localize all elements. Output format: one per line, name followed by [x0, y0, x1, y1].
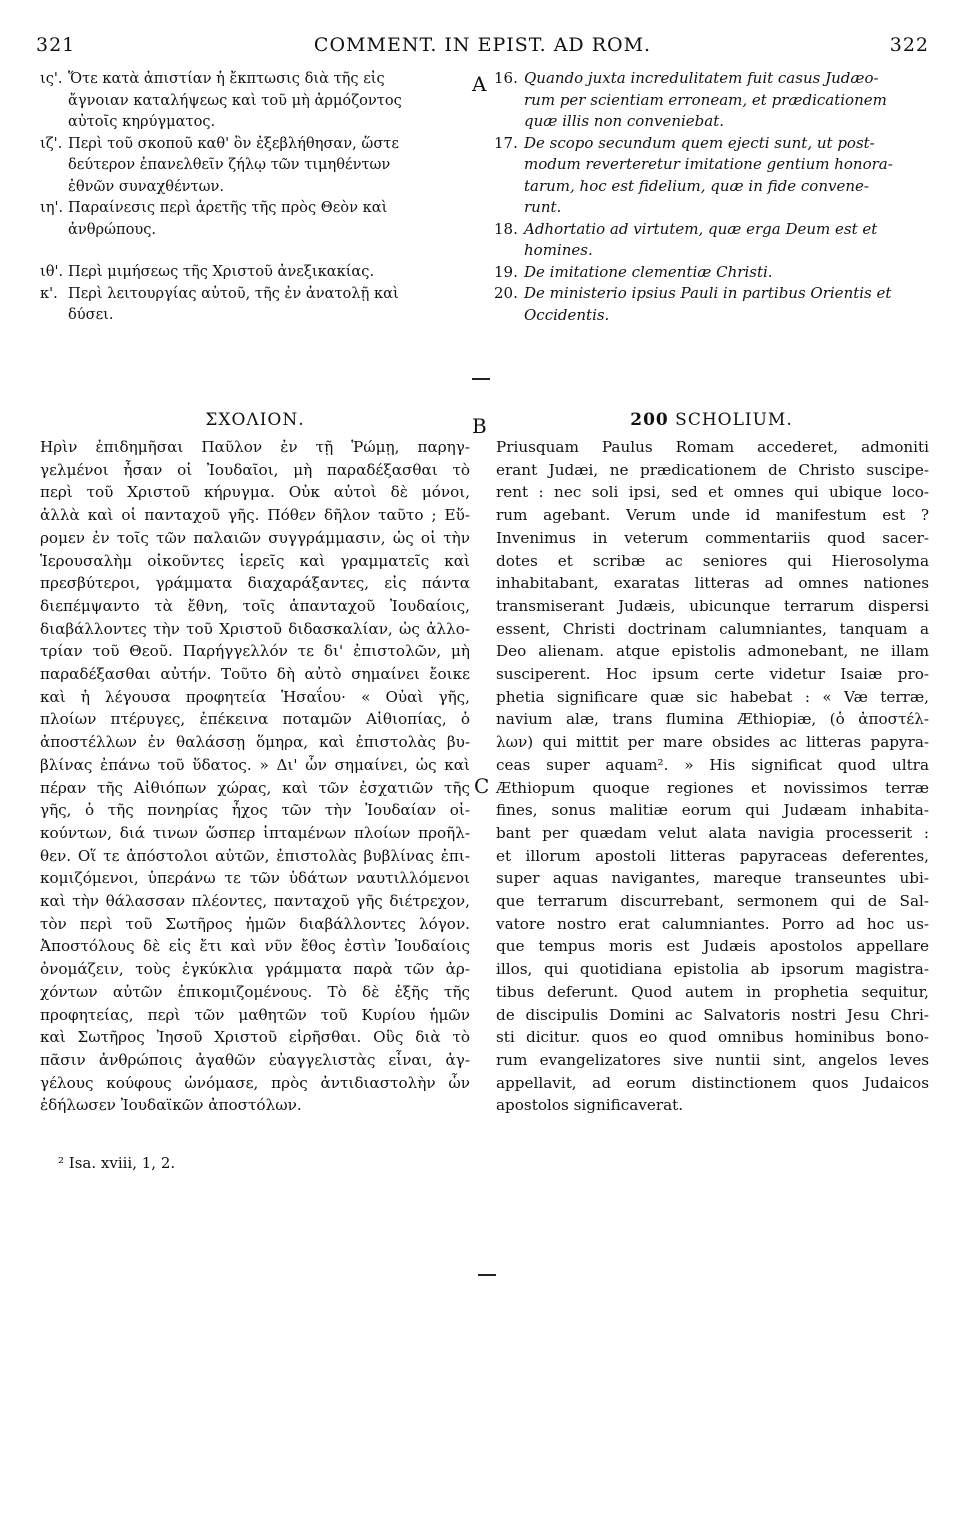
text-line: de discipulis Domini ac Salvatoris nostri Jesu Chri- — [496, 1005, 929, 1024]
entry-line: Adhortatio ad virtutem, quæ erga Deum est et — [524, 219, 878, 238]
latin-scholium-text — [496, 436, 929, 1117]
text-line: πᾶσιν ἀνθρώποις ἀγαθῶν εὐαγγελιστὰς εἶναι, ἀγ- — [40, 1050, 470, 1069]
latin-entry-17 — [494, 133, 929, 219]
entry-line: ἐθνῶν συναχθέντων. — [68, 177, 225, 195]
text-line: Invenimus in veterum commentariis quod sacer- — [496, 528, 929, 547]
text-line: erant Judæi, ne prædicationem de Christo suscipe- — [496, 460, 929, 479]
entry-number: 20. — [494, 284, 518, 302]
text-line: Ἀποστόλους δὲ εἰς ἔτι καὶ νῦν ἔθος ἐστὶν Ἰουδαίοις — [40, 937, 470, 956]
entry-line: De ministerio ipsius Pauli in partibus Orientis et — [524, 284, 892, 302]
greek-entry-17 — [40, 133, 470, 198]
text-line: susciperent. Hoc ipsum certe videtur Isaiæ pro- — [496, 665, 929, 684]
bottom-separator-rule — [478, 1274, 496, 1276]
entry-line: Παραίνεσις περὶ ἀρετῆς τῆς πρὸς Θεὸν καὶ — [68, 199, 388, 216]
text-line: appellavit, ad eorum distinctionem quos Judaicos — [496, 1073, 929, 1092]
latin-scholium-heading: SCHOLIUM. — [675, 410, 793, 430]
text-line: θεν. Οἵ τε ἀπόστολοι αὐτῶν, ἐπιστολὰς βυβλίνας ἐπι- — [40, 846, 470, 865]
text-line: βλίνας ἐπάνω τοῦ ὕδατος. » Δι' ὧν σημαίνει, ὡς καὶ — [40, 755, 470, 774]
text-line: phetia significare quæ sic habebat : « Væ terræ, — [496, 687, 929, 706]
entry-line: Περὶ λειτουργίας αὐτοῦ, τῆς ἐν ἀνατολῇ καὶ — [68, 284, 399, 302]
entry-number: κ'. — [40, 284, 58, 302]
text-line: sti dicitur. quos eo quod omnibus hominibus bono- — [496, 1028, 929, 1047]
text-line: πέραν τῆς Αἰθιόπων χώρας, καὶ τῶν ἐσχατιῶν τῆς — [40, 778, 470, 797]
margin-letter-a: A — [472, 72, 487, 96]
center-separator-rule — [472, 378, 490, 380]
latin-entry-18 — [494, 219, 929, 262]
text-line: tibus deferunt. Quod autem in prophetia sequitur, — [496, 982, 929, 1001]
text-line: ρομεν ἐν τοῖς τῶν παλαιῶν συγγράμμασιν, ὡς οἱ τὴν — [40, 528, 470, 547]
text-line: πλοίων πτέρυγες, ἐπέκεινα ποταμῶν Αἰθιοπίας, ὁ — [40, 710, 470, 729]
text-line: χόντων αὐτῶν ἐπικομιζομένους. Τὸ δὲ ἑξῆς τῆς — [40, 982, 470, 1001]
text-line: τρίαν τοῦ Θεοῦ. Παρήγγελλόν τε δι' ἐπιστολῶν, μὴ — [40, 642, 470, 661]
text-line: διεπέμψαντο τὰ ἔθνη, τοῖς ἁπανταχοῦ Ἰουδαίοις, — [40, 596, 470, 615]
entry-line: Περὶ τοῦ σκοποῦ καθ' ὃν ἐξεβλήθησαν, ὥστε — [68, 134, 399, 152]
text-line: γέλους κούφους ὠνόμασε, πρὸς ἀντιδιαστολὴν ὧν — [40, 1073, 470, 1092]
text-line: Æthiopum quoque regiones et novissimos terræ — [496, 778, 929, 797]
text-line: παραδέξασθαι αὐτήν. Τοῦτο δὴ αὐτὸ σημαίνει ἔοικε — [40, 665, 470, 684]
text-line: dotes et scribæ ac seniores qui Hierosolyma — [496, 551, 929, 570]
text-line: bant per quædam velut alata navigia processerit : — [496, 823, 929, 842]
greek-scholium-text — [40, 436, 470, 1117]
text-line: inhabitabant, exaratas litteras ad omnes nationes — [496, 574, 929, 593]
text-line: apostolos significaverat. — [496, 1096, 684, 1115]
text-line: que tempus moris est Judæis apostolos appellare — [496, 937, 929, 956]
entry-line: rum per scientiam erroneam, et prædicationem — [524, 90, 887, 109]
entry-number: 18. — [494, 219, 518, 238]
running-title: COMMENT. IN EPIST. AD ROM. — [313, 34, 652, 56]
text-line: et illorum apostoli litteras papyraceas deferentes, — [496, 846, 929, 865]
entry-line: De imitatione clementiæ Christi. — [524, 262, 773, 281]
margin-letter-c: C — [474, 774, 490, 798]
text-line: essent, Christi doctrinam calumniantes, tanquam a — [496, 619, 929, 638]
entry-line: Περὶ μιμήσεως τῆς Χριστοῦ ἀνεξικακίας. — [68, 263, 375, 280]
text-line: fines, sonus malitiæ eorum qui Judæam inhabita- — [496, 801, 929, 820]
entry-number: ιζ'. — [40, 134, 63, 152]
entry-line: modum reverteretur imitatione gentium honora- — [524, 155, 893, 173]
text-line: διαβάλλοντες τὴν τοῦ Χριστοῦ διδασκαλίαν, ὡς ἀλλο- — [40, 619, 470, 638]
entry-line: δεύτερον ἐπανελθεῖν ζήλῳ τῶν τιμηθέντων — [68, 156, 391, 173]
entry-number: ιθ'. — [40, 263, 64, 280]
latin-contents — [494, 68, 929, 326]
text-line: transmiserant Judæis, ubicunque terrarum dispersi — [496, 596, 929, 615]
latin-entry-19 — [494, 262, 929, 284]
latin-entry-16 — [494, 68, 929, 133]
text-line: προφητείας, περὶ τῶν μαθητῶν τοῦ Κυρίου ἡμῶν — [40, 1005, 470, 1024]
latin-scholium-heading-line — [494, 410, 929, 430]
entry-line: tarum, hoc est fidelium, quæ in fide convene- — [524, 176, 869, 195]
greek-entry-16 — [40, 68, 470, 133]
page-number-left: 321 — [36, 34, 76, 56]
entry-line: ἀνθρώπους. — [68, 220, 157, 238]
text-line: ἀλλὰ καὶ οἱ πανταχοῦ γῆς. Πόθεν δῆλον ταῦτο ; Εὕ- — [40, 506, 470, 525]
text-line: rum agebant. Verum unde id manifestum est ? — [496, 506, 929, 525]
text-line: ἀποστέλλων ἐν θαλάσσῃ ὅμηρα, καὶ ἐπιστολὰς βυ- — [40, 733, 470, 752]
entry-number: ις'. — [40, 70, 63, 87]
text-line: Priusquam Paulus Romam accederet, admoniti — [496, 438, 929, 456]
entry-line: runt. — [524, 198, 562, 216]
entry-line: De scopo secundum quem ejecti sunt, ut post- — [524, 133, 875, 152]
text-line: ὀνομάζειν, τοὺς ἐγκύκλια γράμματα παρὰ τῶν ἀρ- — [40, 960, 470, 979]
entry-line: Ὅτε κατὰ ἀπιστίαν ἡ ἔκπτωσις διὰ τῆς εἰς — [68, 70, 385, 87]
greek-entry-18 — [40, 197, 470, 240]
entry-line: Occidentis. — [524, 305, 610, 324]
text-line: γελμένοι ἦσαν οἱ Ἰουδαῖοι, μὴ παραδέξασθαι τὸ — [40, 460, 470, 479]
greek-entry-19 — [40, 261, 470, 283]
entry-number: 17. — [494, 133, 518, 152]
text-line: super aquas navigantes, mareque transeuntes ubi- — [496, 869, 929, 888]
entry-line: αὐτοῖς κηρύγματος. — [68, 113, 216, 130]
margin-letter-b: B — [472, 414, 487, 438]
entry-number: 16. — [494, 69, 518, 87]
entry-number: ιη'. — [40, 199, 64, 216]
entry-line: homines. — [524, 241, 593, 259]
text-line: Ηρὶν ἐπιδημῆσαι Παῦλον ἐν τῇ Ῥώμῃ, παρηγ- — [40, 438, 470, 456]
greek-scholium-heading: ΣΧΟΛΙΟΝ. — [205, 410, 305, 430]
entry-number: 19. — [494, 262, 518, 281]
entry-line: Quando juxta incredulitatem fuit casus Judæo- — [524, 69, 879, 87]
text-line: Deo alienam. atque epistolis admonebant, ne illam — [496, 642, 929, 661]
latin-entry-20 — [494, 283, 929, 326]
text-line: γῆς, ὁ τῆς πονηρίας ἦχος τῶν τὴν Ἰουδαίαν οἰ- — [40, 801, 470, 820]
greek-entry-20 — [40, 283, 470, 326]
text-line: vatore nostro erat calumniantes. Porro ad hoc us- — [496, 914, 929, 933]
text-line: καὶ ἡ λέγουσα προφητεία Ἡσαΐου· « Οὐαὶ γῆς, — [40, 687, 470, 706]
text-line: τὸν περὶ τοῦ Σωτῆρος ἡμῶν διαβάλλοντες λόγον. — [40, 914, 470, 933]
text-line: Ἱερουσαλὴμ οἰκοῦντες ἱερεῖς καὶ γραμματεῖς καὶ — [40, 551, 470, 570]
entry-line: quæ illis non conveniebat. — [524, 112, 725, 130]
text-line: illos, qui quotidiana epistolia ab ipsorum magistra- — [496, 960, 929, 979]
text-line: καὶ τὴν θάλασσαν πλέοντες, πανταχοῦ γῆς διέτρεχον, — [40, 892, 470, 911]
text-line: κομιζόμενοι, ὑπεράνω τε τῶν ὑδάτων ναυτιλλόμενοι — [40, 869, 470, 888]
text-line: ἐδήλωσεν Ἰουδαϊκῶν ἀποστόλων. — [40, 1096, 302, 1115]
greek-contents — [40, 68, 470, 326]
text-line: navium alæ, trans flumina Æthiopiæ, (ὁ ἀποστέλ- — [496, 710, 929, 729]
text-line: λων) qui mittit per mare obsides ac litteras papyra- — [496, 733, 929, 752]
text-line: καὶ Σωτῆρος Ἰησοῦ Χριστοῦ εἰρῆσθαι. Οὓς διὰ τὸ — [40, 1028, 470, 1047]
text-line: rum evangelizatores sive nuntii sint, angelos leves — [496, 1050, 929, 1069]
text-line: περὶ τοῦ Χριστοῦ κήρυγμα. Οὐκ αὐτοὶ δὲ μόνοι, — [40, 483, 470, 502]
entry-line: ἄγνοιαν καταλήψεως καὶ τοῦ μὴ ἁρμόζοντος — [68, 91, 402, 109]
text-line: rent : nec soli ipsi, sed et omnes qui ubique loco- — [496, 483, 929, 502]
page-number-right: 322 — [889, 34, 929, 56]
text-line: κούντων, διά τινων ὥσπερ ἱπταμένων πλοίων προῆλ- — [40, 823, 470, 842]
footnote: ² Isa. xviii, 1, 2. — [58, 1154, 176, 1172]
column-number: 200 — [630, 410, 669, 430]
text-line: que terrarum discurrebant, sermonem qui de Sal- — [496, 892, 929, 911]
text-line: ceas super aquam². » His significat quod ultra — [496, 755, 929, 774]
text-line: πρεσβύτεροι, γράμματα διαχαράξαντες, εἰς πάντα — [40, 574, 470, 593]
entry-line: δύσει. — [68, 306, 114, 323]
